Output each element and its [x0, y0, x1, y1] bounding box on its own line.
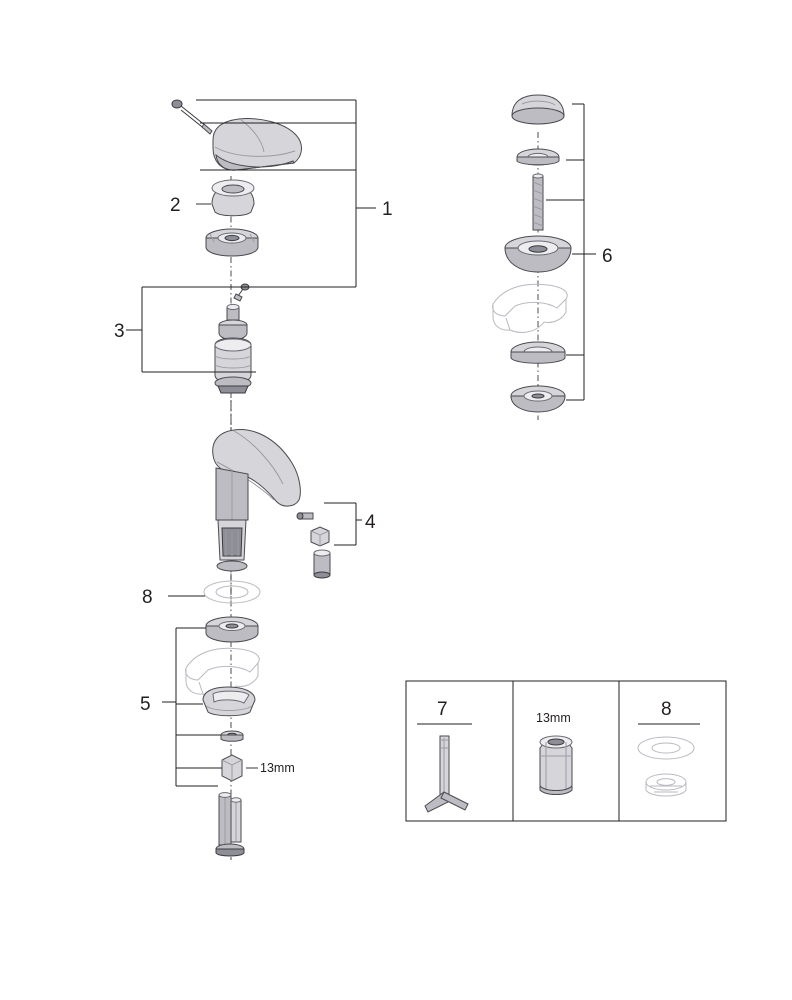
- waste-gasket: [511, 342, 565, 363]
- waste-flange: [505, 236, 571, 272]
- part-group-5-mounting-set: [140, 617, 295, 856]
- waste-threaded-stem: [533, 174, 543, 230]
- waste-lock-nut: [511, 386, 565, 412]
- part-group-6-popup-waste: [493, 95, 613, 412]
- waste-seal-washer: [517, 149, 559, 165]
- legend-cell-8-label: 8: [661, 699, 672, 720]
- part-group-3-cartridge: [215, 284, 251, 393]
- socket-wrench-icon: [540, 736, 572, 795]
- allen-key-icon: [425, 736, 468, 812]
- mounting-saddle: [203, 687, 255, 716]
- mounting-hex-nut-13mm: [222, 755, 295, 781]
- part-retaining-nut: [206, 229, 258, 256]
- callout-3-label: 3: [114, 321, 125, 342]
- legend-cell-wrench: [536, 711, 572, 795]
- part-group-1-lever-handle: [172, 100, 302, 170]
- legend-cell-7: [417, 699, 472, 812]
- callout-1-label: 1: [382, 199, 393, 220]
- waste-stopper-cap: [512, 95, 564, 124]
- part-group-8-seal-ring: [142, 581, 260, 608]
- grub-screw-top: [172, 100, 212, 134]
- mounting-washer-small: [221, 731, 243, 741]
- size-note-main: 13mm: [260, 761, 295, 775]
- callout-5-label: 5: [140, 694, 151, 715]
- part-group-4-fittings: [297, 503, 376, 578]
- legend-cell-8: [638, 699, 700, 796]
- washer-and-seal-icon: [638, 737, 694, 796]
- legend-wrench-size-label: 13mm: [536, 711, 571, 725]
- callout-4-label: 4: [365, 512, 376, 533]
- fitting-screw-small: [297, 513, 313, 520]
- mounting-base-ring: [206, 617, 258, 642]
- legend-cell-7-label: 7: [437, 699, 448, 720]
- callout-2-label: 2: [170, 195, 181, 216]
- part-main-tap-body: [213, 429, 301, 571]
- mounting-threaded-rod: [216, 793, 244, 856]
- callout-8-upper-label: 8: [142, 587, 153, 608]
- waste-basin-ghost: [493, 284, 568, 332]
- part-group-2-cap-ring: [170, 180, 254, 216]
- fitting-hex-nut: [311, 527, 329, 546]
- legend-box: [406, 681, 726, 821]
- fitting-aerator-sleeve: [314, 550, 330, 578]
- callout-6-label: 6: [602, 246, 613, 267]
